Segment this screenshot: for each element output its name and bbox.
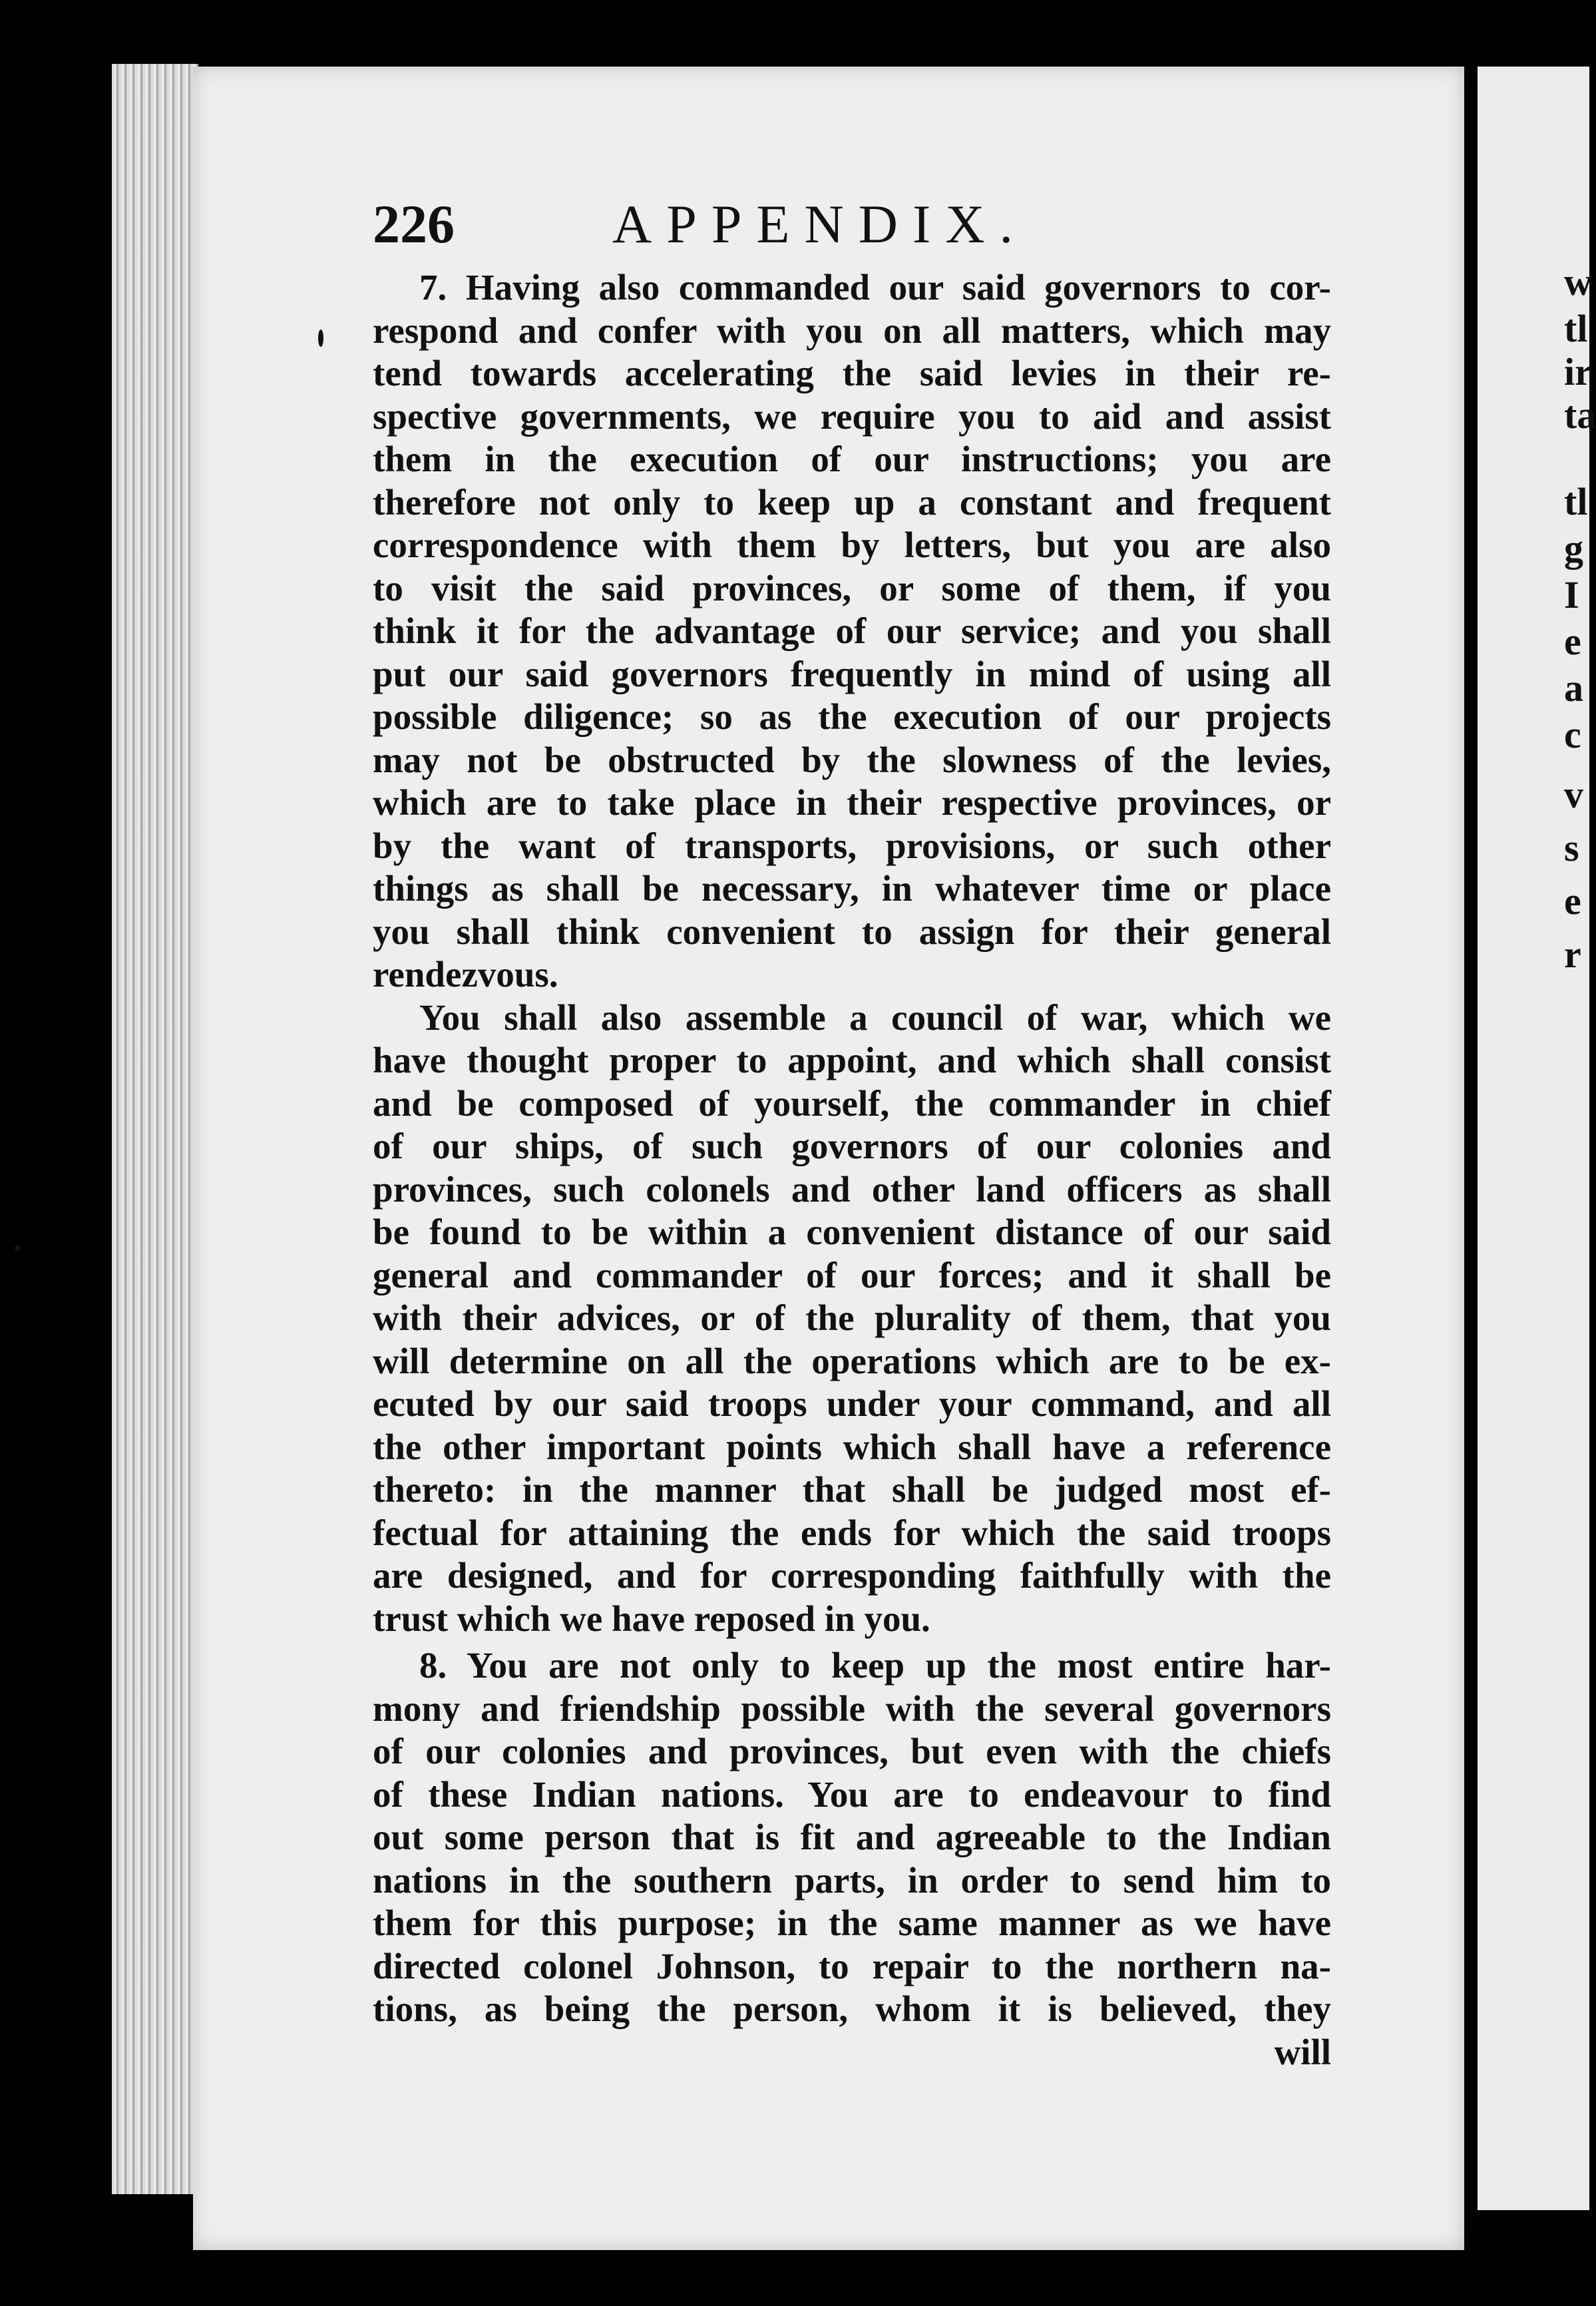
catchword: will (1274, 2031, 1331, 2072)
ink-speck (15, 1245, 21, 1252)
text-line: them for this purpose; in the same manner as we have (373, 1903, 1331, 1943)
facing-fragment: I (1564, 573, 1579, 616)
facing-fragment: c (1564, 713, 1581, 756)
text-line: you shall think convenient to assign for their general (373, 911, 1331, 952)
text-line: possible diligence; so as the execution of our projects (373, 696, 1331, 737)
text-line: fectual for attaining the ends for which the said troops (373, 1512, 1331, 1553)
text-line: by the want of transports, provisions, or such other (373, 825, 1331, 866)
facing-fragment: v (1564, 773, 1583, 816)
facing-fragment: w (1564, 260, 1592, 304)
text-line: mony and friendship possible with the several governors (373, 1688, 1331, 1729)
ink-speck (318, 330, 323, 347)
text-line: things as shall be necessary, in whatever time or place (373, 868, 1331, 909)
text-line: correspondence with them by letters, but you are also (373, 525, 1331, 565)
text-line: of these Indian nations. You are to endeavour to find (373, 1773, 1331, 1815)
page-header (373, 193, 1331, 260)
facing-fragment: a (1564, 666, 1583, 710)
text-line: and be composed of yourself, the commander in chief (373, 1082, 1331, 1124)
facing-fragment: tl (1564, 480, 1588, 523)
text-line: the other important points which shall have a reference (373, 1426, 1331, 1467)
body-text (373, 266, 1331, 2074)
text-line: of our ships, of such governors of our colonies and (373, 1126, 1331, 1166)
text-line: with their advices, or of the plurality of them, that you (373, 1297, 1331, 1338)
text-line: provinces, such colonels and other land officers as shall (373, 1168, 1331, 1210)
text-line: them in the execution of our instructions; you are (373, 439, 1331, 479)
facing-page (1478, 67, 1596, 2210)
text-line: be found to be within a convenient distance of our said (373, 1212, 1331, 1252)
text-line: out some person that is fit and agreeable to the Indian (373, 1817, 1331, 1857)
text-line: have thought proper to appoint, and which shall consist (373, 1040, 1331, 1080)
facing-fragment: ta (1564, 393, 1596, 437)
text-line: which are to take place in their respective provinces, or (373, 782, 1331, 823)
text-line: think it for the advantage of our service; and you shall (373, 610, 1331, 651)
text-line: tend towards accelerating the said levies in their re- (373, 353, 1331, 393)
text-line: of our colonies and provinces, but even with the chiefs (373, 1731, 1331, 1771)
text-line: are designed, and for corresponding faithfully with the (373, 1555, 1331, 1596)
text-line: directed colonel Johnson, to repair to the northern na- (373, 1945, 1331, 1986)
text-line: thereto: in the manner that shall be judged most ef- (373, 1469, 1331, 1510)
text-line: nations in the southern parts, in order to send him to (373, 1859, 1331, 1901)
text-line: therefore not only to keep up a constant and frequent (373, 481, 1331, 523)
text-line: respond and confer with you on all matters, which may (373, 310, 1331, 351)
text-line: You shall also assemble a council of war, which we (419, 997, 1331, 1038)
facing-fragment: g (1564, 527, 1583, 570)
text-line: may not be obstructed by the slowness of the levies, (373, 739, 1331, 780)
text-line: spective governments, we require you to aid and assist (373, 395, 1331, 437)
facing-fragment: e (1564, 620, 1581, 663)
text-line: to visit the said provinces, or some of them, if you (373, 567, 1331, 608)
text-line: ecuted by our said troops under your command, and all (373, 1383, 1331, 1424)
text-line: 8. You are not only to keep up the most entire har- (419, 1645, 1331, 1686)
page-number: 226 (373, 194, 455, 254)
text-line: put our said governors frequently in mind of using all (373, 653, 1331, 694)
facing-fragment: tl (1564, 307, 1588, 350)
running-head: APPENDIX. (612, 194, 1028, 254)
page-edges (112, 64, 198, 2194)
text-line: rendezvous. (373, 954, 558, 995)
facing-fragment: e (1564, 879, 1581, 923)
text-line: tions, as being the person, whom it is believed, they (373, 1988, 1331, 2029)
text-line: 7. Having also commanded our said governors to cor- (419, 267, 1331, 308)
text-line: general and commander of our forces; and it shall be (373, 1254, 1331, 1295)
facing-fragment: r (1564, 933, 1581, 976)
text-line: will determine on all the operations which are to be ex- (373, 1340, 1331, 1381)
text-line: trust which we have reposed in you. (373, 1598, 930, 1639)
facing-fragment: ir (1564, 350, 1592, 393)
facing-fragment: s (1564, 826, 1579, 869)
